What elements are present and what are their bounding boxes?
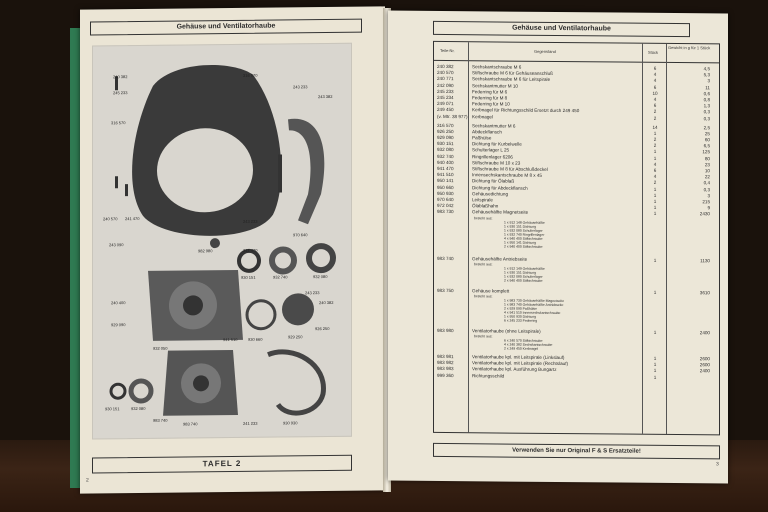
part-label: 316 570 xyxy=(111,120,126,126)
washer xyxy=(210,238,220,248)
part-number: 926 250 xyxy=(437,128,454,134)
weight: 3 xyxy=(707,193,710,199)
part-name: Federring für M 10 xyxy=(472,101,510,107)
part-label: 241 233 xyxy=(243,420,258,426)
gasket xyxy=(247,301,275,329)
weight: 0,3 xyxy=(703,109,710,115)
part-number: 941 470 xyxy=(437,165,454,172)
part-number: 950 141 xyxy=(437,178,454,184)
table-row xyxy=(434,373,719,382)
part-name: Sechskantmutter M 6 xyxy=(472,122,516,129)
weight: 0,6 xyxy=(703,91,710,97)
cover-flange xyxy=(282,293,314,325)
part-label: 930 151 xyxy=(241,274,256,280)
sub-item-text: 1 x 950 930 Dichtung xyxy=(504,314,537,319)
part-number: 249 071 xyxy=(437,101,454,107)
part-label: 983 740 xyxy=(183,421,198,427)
part-number: 983 980 xyxy=(437,327,454,333)
weight: 9 xyxy=(707,205,710,211)
quantity: 1 xyxy=(653,155,657,161)
quantity: 1 xyxy=(653,198,657,204)
sub-item-text: 2 x 940 400 Stiftschraube xyxy=(504,244,543,249)
sub-item-text: 2 x 929 090 Paßhülse xyxy=(504,306,537,311)
weight: 60 xyxy=(704,137,710,143)
part-label: 240 570 xyxy=(103,216,118,222)
weight: 2,5 xyxy=(703,124,710,131)
part-number: 316 570 xyxy=(437,122,454,128)
part-number: 983 740 xyxy=(437,255,454,261)
part-number: 999 360 xyxy=(437,372,454,378)
quantity: 1 xyxy=(653,368,657,374)
bolt xyxy=(125,184,128,196)
quantity: 2 xyxy=(653,136,657,142)
sub-item-text: 1 x 932 080 Schulterlager xyxy=(504,274,543,279)
sub-item-text: 1 x 912 149 Gehäusehälfte xyxy=(504,266,545,271)
weight: 2600 xyxy=(699,362,710,368)
weight: 22 xyxy=(704,174,710,180)
part-label: 243 233 xyxy=(293,84,308,90)
part-number: 950 660 xyxy=(437,184,454,190)
quantity: 1 xyxy=(653,362,657,368)
stud-bolt xyxy=(278,154,282,192)
weight: 6,5 xyxy=(703,143,710,149)
part-name: Gehäuse komplett xyxy=(472,287,510,294)
sub-item-text: 2 x 940 400 Stiftschraube xyxy=(504,278,543,283)
sub-item-text: 1 x 912 148 Gehäusehälfte xyxy=(504,220,545,225)
sub-item-text: 2 x 249 450 Kerbnagel xyxy=(504,346,539,351)
part-label: 932 050 xyxy=(153,345,168,351)
part-number: 245 233 xyxy=(437,88,454,94)
guide-spiral xyxy=(288,118,324,224)
weight: 4,5 xyxy=(703,66,710,72)
quantity: 1 xyxy=(653,130,657,136)
part-label: 982 980 xyxy=(198,248,213,254)
part-number: 983 730 xyxy=(437,209,454,215)
col-gewicht: Gewicht in g für 1 Stück xyxy=(668,44,711,51)
quantity: 4 xyxy=(653,78,657,84)
weight: 3 xyxy=(707,78,710,84)
col-stueck: Stück xyxy=(648,49,659,55)
quantity: 2 xyxy=(653,109,657,115)
part-label: 930 151 xyxy=(105,406,120,412)
weight: 2400 xyxy=(699,330,710,336)
part-name: Dichtung für Ölablaß xyxy=(472,178,515,184)
quantity: 1 xyxy=(653,374,657,380)
part-label: 243 090 xyxy=(109,242,124,248)
part-name: Stiftschraube M 8 für Abschlußdeckel xyxy=(472,166,548,172)
part-name: Dichtung für Kurbelwelle xyxy=(472,141,522,147)
part-label: 929 250 xyxy=(288,334,303,340)
part-label: 970 640 xyxy=(293,232,308,238)
quantity: 4 xyxy=(653,96,657,102)
part-name: Schulterlager L 25 xyxy=(472,147,510,154)
weight: 25 xyxy=(704,131,710,137)
part-name: Ölablaßhahn xyxy=(472,203,499,209)
part-number: 970 640 xyxy=(437,196,454,203)
part-name: Sechskantschraube M 6 für Leitspirale xyxy=(472,76,551,83)
part-name: Gehäusedichtung xyxy=(472,190,509,197)
part-label: 930 660 xyxy=(248,336,263,342)
quantity: 1 xyxy=(653,186,657,192)
quantity: 4 xyxy=(653,161,657,167)
part-label: 240 382 xyxy=(113,74,128,80)
weight: 0,4 xyxy=(703,180,710,186)
sub-item-text: 6 x 240 570 Stiftschraube xyxy=(504,338,543,343)
part-number: 983 983 xyxy=(437,366,454,372)
part-name: Dichtung für Abdeckflansch xyxy=(472,184,528,191)
quantity: 1 xyxy=(653,329,657,335)
quantity: 14 xyxy=(652,124,658,130)
quantity: 6 xyxy=(653,102,657,108)
quantity: 1 xyxy=(653,211,657,217)
quantity: 4 xyxy=(653,72,657,78)
weight: 10 xyxy=(704,168,710,174)
part-name: Gehäusehälfte Antriebseite xyxy=(472,255,528,262)
part-number: 929 090 xyxy=(437,135,454,141)
right-page xyxy=(388,11,728,484)
part-name: Sechskantschraube M 6 xyxy=(472,64,522,70)
weight: 2430 xyxy=(699,211,710,217)
part-number: 932 080 xyxy=(437,147,454,153)
part-number: 941 510 xyxy=(437,172,454,178)
weight: 3610 xyxy=(699,289,710,296)
part-label: 243 233 xyxy=(305,290,320,296)
weight: 23 xyxy=(704,162,710,168)
part-label: 240 400 xyxy=(111,300,126,306)
left-page-header: Gehäuse und Ventilatorhaube xyxy=(90,19,362,36)
left-page xyxy=(80,6,385,493)
parts-table xyxy=(433,41,720,436)
quantity: 2 xyxy=(653,180,657,186)
part-name: Leitspirale xyxy=(472,197,493,203)
sub-item-text: 1 x 950 141 Dichtung xyxy=(504,240,537,245)
quantity: 6 xyxy=(653,167,657,173)
part-label: 932 080 xyxy=(131,405,146,412)
sub-item-text: 1 x 930 151 Dichtung xyxy=(504,224,537,229)
part-number: 972 042 xyxy=(437,203,454,209)
part-label: 932 080 xyxy=(313,274,328,280)
quantity: 1 xyxy=(653,192,657,198)
right-page-header: Gehäuse und Ventilatorhaube xyxy=(433,21,690,37)
part-name: Kerbnagel xyxy=(472,113,493,119)
part-label: 243 233 xyxy=(243,218,258,224)
weight: 80 xyxy=(704,155,710,161)
table-body xyxy=(434,64,719,381)
part-name: Kerbnagel für Richtungsschild Ersetzt durch 249 450 xyxy=(472,107,580,114)
sub-item-text: 4 x 940 400 Stiftschraube xyxy=(504,236,543,241)
sub-item-text: 1 x 983 730 Gehäusehälfte Magnetseite xyxy=(504,298,565,303)
part-label: 241 470 xyxy=(243,247,258,253)
weight: 0,3 xyxy=(703,186,710,192)
sub-item-text: 1 x 932 740 Ringrillenlager xyxy=(504,232,545,237)
part-number: 249 450 xyxy=(437,107,454,113)
part-label: 243 382 xyxy=(318,93,333,100)
exploded-parts-illustration xyxy=(93,44,351,439)
quantity: 1 xyxy=(653,149,657,155)
part-label: 983 740 xyxy=(153,417,168,423)
weight: 1130 xyxy=(700,257,710,263)
part-number: 245 234 xyxy=(437,94,454,101)
seal-ring xyxy=(111,384,125,398)
weight: 2600 xyxy=(699,356,710,362)
part-name: Ventilatorhaube kpl. mit Leitspirale (Linkslauf) xyxy=(472,354,565,361)
composition-label-text: besteht aus: xyxy=(474,294,493,299)
weight: 2400 xyxy=(699,368,710,374)
sub-item-text: 1 x 983 740 Gehäusehälfte Antriebseite xyxy=(504,302,564,307)
sub-item-text: 1 x 932 080 Schulterlager xyxy=(504,228,543,233)
part-number: 950 930 xyxy=(437,190,454,196)
part-name: Ringrillenlager 6206 xyxy=(472,153,513,160)
part-number: 242 090 xyxy=(437,82,454,88)
plate-title: TAFEL 2 xyxy=(92,455,352,474)
part-name: Sechskantmutter M 10 xyxy=(472,82,518,89)
part-label: 241 470 xyxy=(125,215,140,222)
part-number: 240 382 xyxy=(437,63,454,70)
composition-label-text: besteht aus: xyxy=(474,215,493,220)
part-label: 316 570 xyxy=(243,72,258,78)
composition-label-text: besteht aus: xyxy=(474,261,493,267)
part-number: 930 151 xyxy=(437,141,454,147)
weight: 0,8 xyxy=(703,97,710,103)
quantity: 10 xyxy=(652,90,658,96)
part-name: Federring für M 8 xyxy=(472,95,508,101)
part-label: 929 090 xyxy=(111,322,126,328)
part-number: 983 982 xyxy=(437,360,454,366)
quantity: 2 xyxy=(653,143,657,149)
sub-item-text: 4 x 941 510 Innensechskantschraube xyxy=(504,310,561,315)
part-number: 240 771 xyxy=(437,76,454,82)
part-label: 941 510 xyxy=(223,336,238,343)
parts-photo xyxy=(92,43,352,440)
part-name: Innensechskantschraube M 8 x 45 xyxy=(472,172,542,179)
part-name: Stiftschraube M 10 x 23 xyxy=(472,160,521,166)
part-label: 932 740 xyxy=(273,274,288,280)
page-number: 2 xyxy=(86,477,89,484)
part-number: 940 400 xyxy=(437,159,454,165)
weight: 11 xyxy=(705,84,710,90)
part-name: Ventilatorhaube kpl. Ausführung Bungartz xyxy=(472,366,557,373)
col-gegenstand: Gegenstand xyxy=(534,48,556,54)
sub-item-text: 4 x 240 382 Sechskantschraube xyxy=(504,342,553,348)
weight: 1,3 xyxy=(703,103,710,109)
housing-gasket xyxy=(268,351,323,413)
table-header xyxy=(434,42,719,63)
seal-ring xyxy=(239,251,259,271)
quantity: 1 xyxy=(653,204,657,210)
part-label: 930 930 xyxy=(283,420,298,426)
col-teil-nr: Teile-Nr. xyxy=(440,47,455,54)
quantity: 1 xyxy=(653,257,657,263)
part-label: 240 382 xyxy=(319,299,334,306)
part-number: 983 750 xyxy=(437,287,454,293)
part-name: Stiftschraube M 6 für Gehäuseanschluß xyxy=(472,70,553,77)
bearing xyxy=(272,249,294,271)
quantity: 1 xyxy=(653,355,657,361)
part-name: Abdeckflansch xyxy=(472,129,502,135)
quantity: 6 xyxy=(653,84,657,90)
sub-item-text: 1 x 930 151 Dichtung xyxy=(504,270,537,275)
weight: 215 xyxy=(702,199,710,205)
quantity: 4 xyxy=(653,174,657,180)
weight: 5,3 xyxy=(703,72,710,78)
quantity: 2 xyxy=(653,115,657,121)
part-number: 932 740 xyxy=(437,153,454,159)
quantity: 1 xyxy=(653,289,657,295)
bolt xyxy=(115,176,118,188)
weight: 125 xyxy=(702,149,710,155)
quantity: 6 xyxy=(653,65,657,71)
part-name: Paßhülse xyxy=(472,135,492,141)
part-label: 245 233 xyxy=(113,90,128,96)
part-label: 926 250 xyxy=(315,325,330,332)
part-name: Richtungsschild xyxy=(472,372,505,379)
bearing xyxy=(131,381,151,401)
part-name: Gehäusehälfte Magnetseite xyxy=(472,209,529,216)
part-name: Ventilatorhaube kpl. mit Leitspirale (Rechtslauf) xyxy=(472,360,569,367)
part-number: 983 981 xyxy=(437,354,454,360)
bearing xyxy=(309,246,333,270)
part-number: 240 570 xyxy=(437,70,454,76)
part-name: Ventilatorhaube (ohne Leitspirale) xyxy=(472,328,541,334)
original-parts-notice: Verwenden Sie nur Original F & S Ersatzteile! xyxy=(433,443,720,460)
sub-item-text: 6 x 245 233 Federring xyxy=(504,318,538,323)
weight: 0,3 xyxy=(703,115,710,121)
composition-label-text: besteht aus: xyxy=(474,334,493,339)
page-number: 3 xyxy=(716,461,719,468)
part-number: (v. Mtr. 38 977) xyxy=(437,113,468,119)
part-name: Federring für M 6 xyxy=(472,88,508,95)
